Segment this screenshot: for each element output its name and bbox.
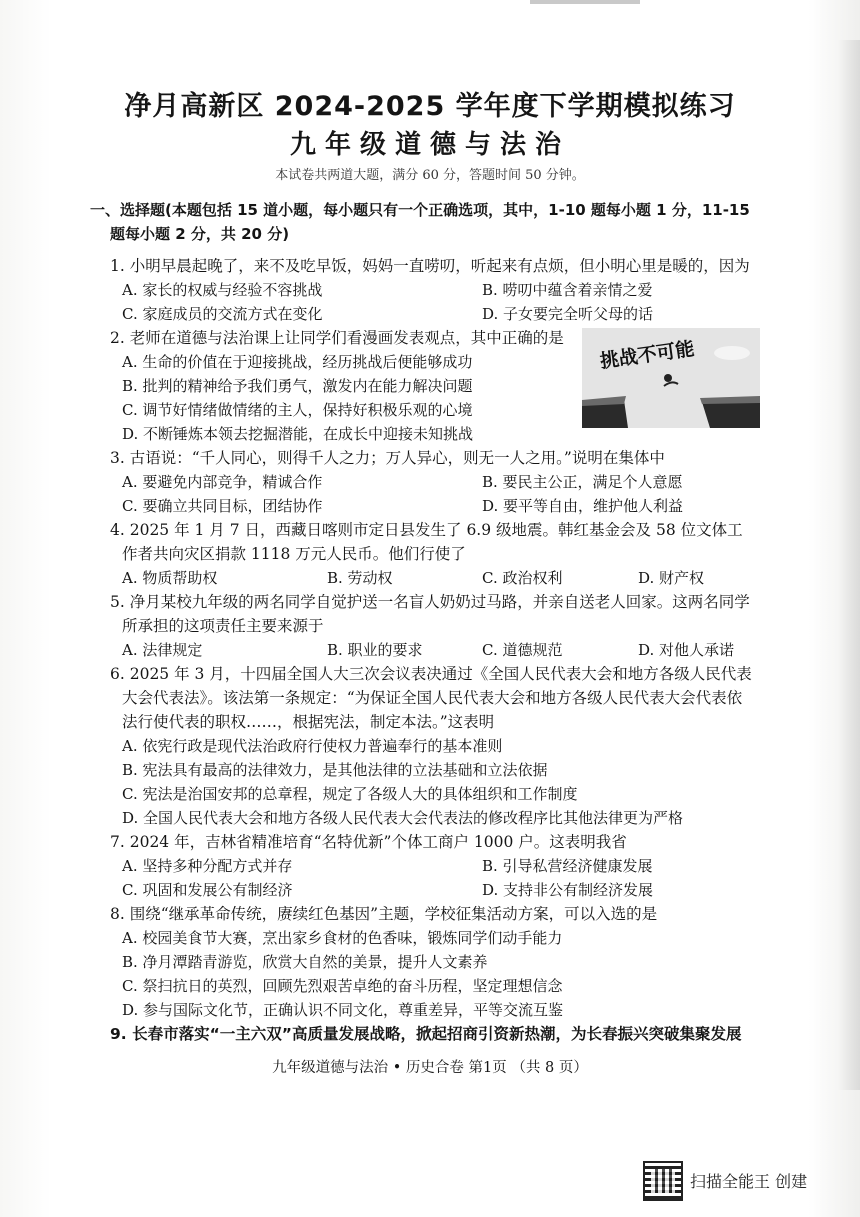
scanner-watermark: 扫描全能王 创建 — [690, 1172, 808, 1191]
qr-code-icon — [643, 1161, 683, 1201]
question-5-stem-cont: 所承担的这项责任主要来源于 — [122, 617, 324, 635]
section-heading-cont: 题每小题 2 分，共 20 分) — [110, 225, 290, 243]
q7-option-a: A. 坚持多种分配方式并存 — [122, 857, 293, 875]
question-3-stem: 3. 古语说：“千人同心，则得千人之力；万人异心，则无一人之用。”说明在集体中 — [110, 449, 665, 467]
q3-option-d: D. 要平等自由，维护他人利益 — [482, 497, 684, 515]
q6-option-a: A. 依宪行政是现代法治政府行使权力普遍奉行的基本准则 — [122, 737, 503, 755]
q2-option-b: B. 批判的精神给予我们勇气，激发内在能力解决问题 — [122, 377, 473, 395]
q4-option-b: B. 劳动权 — [327, 569, 393, 587]
q4-option-d: D. 财产权 — [638, 569, 705, 587]
question-1-stem: 1. 小明早晨起晚了，来不及吃早饭，妈妈一直唠叨，听起来有点烦，但小明心里是暖的，因为 — [110, 257, 750, 275]
section-heading: 一、选择题(本题包括 15 道小题，每小题只有一个正确选项，其中，1-10 题每小题 1 分，11-15 — [90, 201, 750, 219]
exam-title: 净月高新区 2024-2025 学年度下学期模拟练习 — [124, 91, 736, 122]
q5-option-b: B. 职业的要求 — [327, 641, 423, 659]
cartoon-caption: 挑战不可能 — [598, 337, 696, 373]
q8-option-b: B. 净月潭踏青游览，欣赏大自然的美景，提升人文素养 — [122, 953, 488, 971]
q3-option-a: A. 要避免内部竞争，精诚合作 — [122, 473, 323, 491]
question-8-stem: 8. 围绕“继承革命传统，赓续红色基因”主题，学校征集活动方案，可以入选的是 — [110, 905, 658, 923]
q7-option-d: D. 支持非公有制经济发展 — [482, 881, 654, 899]
q4-option-a: A. 物质帮助权 — [122, 569, 218, 587]
q5-option-c: C. 道德规范 — [482, 641, 563, 659]
q1-option-a: A. 家长的权威与经验不容挑战 — [122, 281, 323, 299]
question-4-stem: 4. 2025 年 1 月 7 日，西藏日喀则市定日县发生了 6.9 级地震。韩红基金会及 58 位文体工 — [110, 521, 743, 539]
q2-option-d: D. 不断锤炼本领去挖掘潜能，在成长中迎接未知挑战 — [122, 425, 474, 443]
q5-option-d: D. 对他人承诺 — [638, 641, 735, 659]
q3-option-b: B. 要民主公正，满足个人意愿 — [482, 473, 683, 491]
question-5-stem: 5. 净月某校九年级的两名同学自觉护送一名盲人奶奶过马路，并亲自送老人回家。这两名同学 — [110, 593, 750, 611]
q6-option-b: B. 宪法具有最高的法律效力，是其他法律的立法基础和立法依据 — [122, 761, 548, 779]
question-2-stem: 2. 老师在道德与法治课上让同学们看漫画发表观点，其中正确的是 — [110, 329, 564, 347]
question-6-stem: 6. 2025 年 3 月，十四届全国人大三次会议表决通过《全国人民代表大会和地方各级人民代表 — [110, 665, 752, 683]
q8-option-d: D. 参与国际文化节，正确认识不同文化，尊重差异，平等交流互鉴 — [122, 1001, 564, 1019]
exam-notice: 本试卷共两道大题，满分 60 分，答题时间 50 分钟。 — [275, 168, 585, 183]
q2-option-c: C. 调节好情绪做情绪的主人，保持好积极乐观的心境 — [122, 401, 473, 419]
q7-option-b: B. 引导私营经济健康发展 — [482, 857, 653, 875]
q1-option-c: C. 家庭成员的交流方式在变化 — [122, 305, 323, 323]
q3-option-c: C. 要确立共同目标，团结协作 — [122, 497, 323, 515]
page-footer: 九年级道德与法治 • 历史合卷 第1页 （共 8 页） — [272, 1060, 588, 1076]
exam-subject-title: 九年级道德与法治 — [289, 130, 570, 160]
q7-option-c: C. 巩固和发展公有制经济 — [122, 881, 293, 899]
question-9-stem: 9. 长春市落实“一主六双”高质量发展战略，掀起招商引资新热潮，为长春振兴突破集聚发展 — [110, 1025, 742, 1043]
question-4-stem-cont: 作者共向灾区捐款 1118 万元人民币。他们行使了 — [122, 545, 466, 563]
challenge-cartoon — [582, 328, 760, 428]
question-6-stem-cont-1: 大会代表法》。该法第一条规定：“为保证全国人民代表大会和地方各级人民代表大会代表依 — [122, 689, 743, 707]
q6-option-d: D. 全国人民代表大会和地方各级人民代表大会代表法的修改程序比其他法律更为严格 — [122, 809, 684, 827]
question-6-stem-cont-2: 法行使代表的职权……，根据宪法，制定本法。”这表明 — [122, 713, 495, 731]
q8-option-c: C. 祭扫抗日的英烈，回顾先烈艰苦卓绝的奋斗历程，坚定理想信念 — [122, 977, 563, 995]
q6-option-c: C. 宪法是治国安邦的总章程，规定了各级人大的具体组织和工作制度 — [122, 785, 578, 803]
q2-option-a: A. 生命的价值在于迎接挑战，经历挑战后便能够成功 — [122, 353, 473, 371]
q5-option-a: A. 法律规定 — [122, 641, 203, 659]
q8-option-a: A. 校园美食节大赛，烹出家乡食材的色香味，锻炼同学们动手能力 — [122, 929, 563, 947]
cartoon-illustration — [582, 328, 760, 428]
question-7-stem: 7. 2024 年，吉林省精准培育“名特优新”个体工商户 1000 户。这表明我省 — [110, 833, 627, 851]
q1-option-b: B. 唠叨中蕴含着亲情之爱 — [482, 281, 653, 299]
q1-option-d: D. 子女要完全听父母的话 — [482, 305, 654, 323]
q4-option-c: C. 政治权利 — [482, 569, 563, 587]
